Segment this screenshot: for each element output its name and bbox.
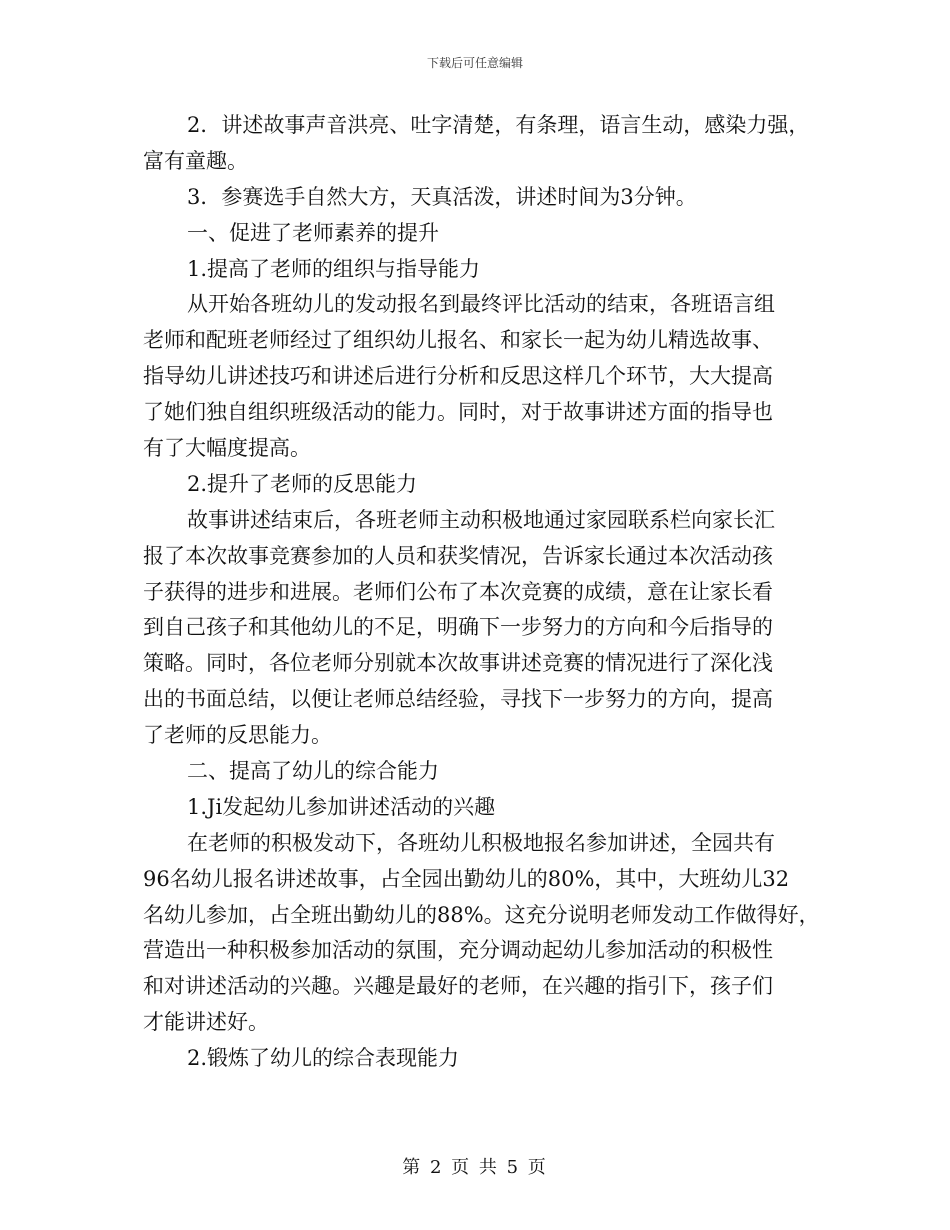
paragraph-line: 到自己孩子和其他幼儿的不足，明确下一步努力的方向和今后指导的 (143, 615, 773, 640)
paragraph-line: 指导幼儿讲述技巧和讲述后进行分析和反思这样几个环节，大大提高 (143, 364, 773, 389)
subsection-heading: 2.锻炼了幼儿的综合表现能力 (187, 1046, 460, 1071)
subsection-heading: 2.提升了老师的反思能力 (187, 471, 418, 496)
paragraph-line: 和对讲述活动的兴趣。兴趣是最好的老师，在兴趣的指引下，孩子们 (143, 974, 773, 999)
section-heading: 二、提高了幼儿的综合能力 (187, 759, 439, 784)
page-header: 下载后可任意编辑 (426, 56, 523, 70)
paragraph-line: 96名幼儿报名讲述故事，占全园出勤幼儿的80%，其中，大班幼儿32 (143, 866, 790, 891)
page-footer: 第 2 页 共 5 页 (402, 1157, 548, 1178)
subsection-heading: 1.Ji发起幼儿参加讲述活动的兴趣 (187, 794, 496, 819)
document-body (143, 108, 823, 1077)
subsection-heading: 1.提高了老师的组织与指导能力 (187, 256, 481, 281)
paragraph-line: 策略。同时，各位老师分别就本次故事讲述竞赛的情况进行了深化浅 (143, 651, 773, 676)
paragraph-line: 报了本次故事竞赛参加的人员和获奖情况，告诉家长通过本次活动孩 (143, 543, 773, 568)
paragraph-line: 营造出一种积极参加活动的氛围，充分调动起幼儿参加活动的积极性 (143, 938, 773, 963)
paragraph-line: 才能讲述好。 (143, 1010, 269, 1035)
section-heading: 一、促进了老师素养的提升 (187, 220, 439, 245)
paragraph-line: 了她们独自组织班级活动的能力。同时，对于故事讲述方面的指导也 (143, 400, 773, 425)
paragraph-line: 从开始各班幼儿的发动报名到最终评比活动的结束，各班语言组 (187, 292, 775, 317)
paragraph-line: 富有童趣。 (143, 148, 248, 173)
paragraph-line: 出的书面总结，以便让老师总结经验，寻找下一步努力的方向，提高 (143, 687, 773, 712)
paragraph-line: 3．参赛选手自然大方，天真活泼，讲述时间为3分钟。 (187, 184, 697, 209)
paragraph-line: 2．讲述故事声音洪亮、吐字清楚，有条理，语言生动，感染力强， (187, 113, 810, 137)
paragraph-line: 了老师的反思能力。 (143, 723, 332, 748)
paragraph-line: 子获得的进步和进展。老师们公布了本次竞赛的成绩，意在让家长看 (143, 579, 773, 604)
paragraph-line: 在老师的积极发动下，各班幼儿积极地报名参加讲述，全园共有 (187, 830, 775, 855)
paragraph-line: 名幼儿参加，占全班出勤幼儿的88%。这充分说明老师发动工作做得好， (143, 902, 820, 927)
paragraph-line: 老师和配班老师经过了组织幼儿报名、和家长一起为幼儿精选故事、 (143, 328, 773, 353)
paragraph-line: 故事讲述结束后，各班老师主动积极地通过家园联系栏向家长汇 (187, 507, 775, 532)
paragraph-line: 有了大幅度提高。 (143, 436, 311, 461)
